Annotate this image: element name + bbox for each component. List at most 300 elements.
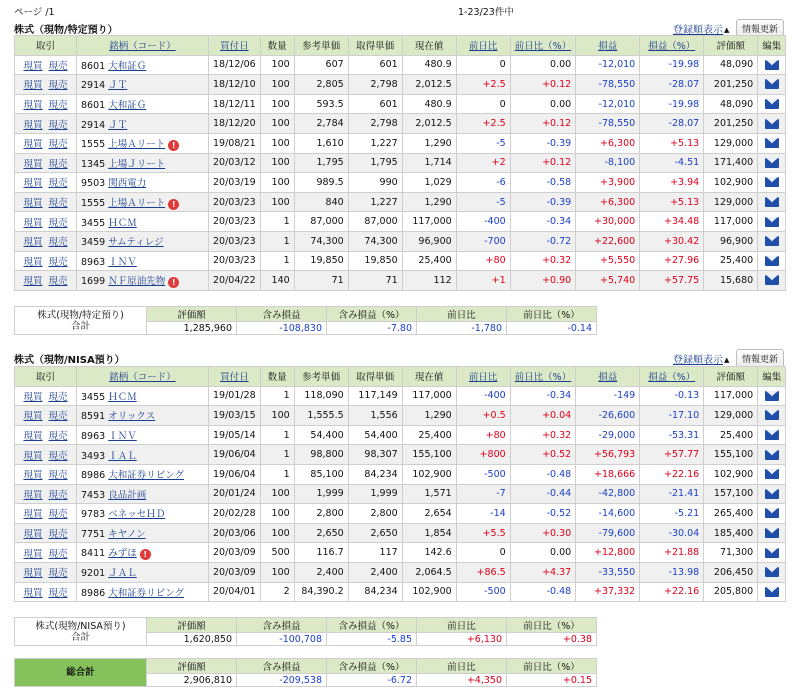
cell-date: 20/03/23: [209, 212, 261, 232]
cell-price: 480.9: [402, 94, 456, 114]
cell-price: 2,654: [402, 504, 456, 524]
sell-link[interactable]: 現売: [48, 100, 68, 112]
alert-icon[interactable]: !: [140, 549, 151, 560]
cell-value: 25,400: [704, 251, 758, 271]
cell-chg-pct: +0.52: [510, 445, 576, 465]
cell-ref: 1,610: [294, 133, 348, 153]
cell-pl-pct: +57.75: [640, 271, 704, 291]
sort-header-link[interactable]: 損益（%）: [648, 372, 696, 384]
summary-pl-pct: -7.80: [327, 322, 417, 335]
sell-link[interactable]: 現売: [48, 178, 68, 190]
sell-link[interactable]: 現売: [48, 450, 68, 462]
cell-price: 155,100: [402, 445, 456, 465]
sort-header-link[interactable]: 銘柄（コード）: [109, 41, 176, 53]
cell-chg: -400: [456, 386, 510, 406]
sort-up-icon: ▲: [724, 26, 730, 34]
sort-header-link[interactable]: 損益（%）: [648, 41, 696, 53]
trade-cell: [15, 94, 77, 114]
stock-name-link[interactable]: ベネッセＨＤ: [108, 509, 166, 521]
stock-code: 1345: [81, 158, 106, 170]
cell-cost: 74,300: [348, 231, 402, 251]
col-header-10: [640, 36, 704, 56]
cell-qty: 1: [260, 212, 294, 232]
stock-code: 8411: [81, 548, 106, 560]
col-header-0: [15, 36, 77, 56]
trade-cell: [15, 231, 77, 251]
sort-up-icon: ▲: [724, 356, 730, 364]
sort-header-link[interactable]: 銘柄（コード）: [109, 372, 176, 384]
mail-icon[interactable]: [765, 391, 779, 401]
sell-link[interactable]: 現売: [48, 60, 68, 72]
table-row: [15, 153, 786, 173]
edit-cell: [758, 425, 786, 445]
mail-icon[interactable]: [765, 508, 779, 518]
cell-pl: -29,000: [576, 425, 640, 445]
cell-chg: 0: [456, 55, 510, 75]
cell-date: 19/01/28: [209, 386, 261, 406]
cell-cost: 1,227: [348, 192, 402, 212]
cell-pl: +30,000: [576, 212, 640, 232]
col-header-6: [402, 36, 456, 56]
summary-label-line2: 合計: [70, 631, 90, 643]
cell-qty: 1: [260, 386, 294, 406]
trade-cell: [15, 406, 77, 426]
cell-pl: -78,550: [576, 75, 640, 95]
cell-pl-pct: +30.42: [640, 231, 704, 251]
cell-price: 96,900: [402, 231, 456, 251]
stock-cell: [77, 114, 209, 134]
col-header-2: [209, 367, 261, 387]
mail-icon[interactable]: [765, 548, 779, 558]
buy-link[interactable]: 現買: [23, 450, 43, 462]
sort-header-link[interactable]: 前日比（%）: [514, 372, 572, 384]
header-label: 現在値: [414, 41, 444, 53]
edit-cell: [758, 484, 786, 504]
table-row: [15, 55, 786, 75]
cell-chg-pct: +0.12: [510, 153, 576, 173]
trade-cell: [15, 192, 77, 212]
sort-header-link[interactable]: 買付日: [220, 372, 249, 384]
col-header-12: [758, 36, 786, 56]
order-link[interactable]: 登録順表示: [673, 25, 723, 36]
summary-label: [15, 307, 147, 335]
summary-value: 1,285,960: [147, 322, 237, 335]
table-row: [15, 464, 786, 484]
section-title-tokutei: 株式（現物/特定預り）: [14, 25, 118, 36]
edit-cell: [758, 464, 786, 484]
sell-link[interactable]: 現売: [48, 489, 68, 501]
cell-pl: -12,010: [576, 55, 640, 75]
sell-link[interactable]: 現売: [48, 237, 68, 249]
cell-value: 102,900: [704, 173, 758, 193]
sell-link[interactable]: 現売: [48, 139, 68, 151]
mail-icon[interactable]: [765, 217, 779, 227]
cell-pl: +5,550: [576, 251, 640, 271]
alert-icon[interactable]: !: [168, 277, 179, 288]
mail-icon[interactable]: [765, 236, 779, 246]
table-row: [15, 133, 786, 153]
cell-date: 20/04/22: [209, 271, 261, 291]
cell-value: 129,000: [704, 192, 758, 212]
grand-total-label: 総合計: [66, 667, 95, 678]
sort-header-link[interactable]: 損益: [598, 41, 618, 53]
cell-chg-pct: +0.04: [510, 406, 576, 426]
stock-cell: [77, 582, 209, 602]
stock-cell: [77, 464, 209, 484]
edit-cell: [758, 445, 786, 465]
cell-price: 2,012.5: [402, 114, 456, 134]
cell-date: 20/02/28: [209, 504, 261, 524]
summary-label: [15, 659, 147, 687]
alert-icon[interactable]: !: [168, 199, 179, 210]
stock-name-link[interactable]: ＩＮＶ: [108, 256, 137, 268]
table-row: [15, 582, 786, 602]
col-header-9: [576, 367, 640, 387]
cell-pl: -42,800: [576, 484, 640, 504]
cell-value: 48,090: [704, 94, 758, 114]
stock-code: 3455: [81, 217, 106, 229]
stock-code: 7751: [81, 529, 106, 541]
cell-ref: 989.5: [294, 173, 348, 193]
sell-link[interactable]: 現売: [48, 411, 68, 423]
sort-header-link[interactable]: 前日比: [468, 372, 498, 384]
table-row: [15, 543, 786, 563]
stock-name-link[interactable]: 良品計画: [108, 489, 147, 501]
stock-code: 8963: [81, 256, 106, 268]
table-row: [15, 231, 786, 251]
summary-header-1: 含み損益: [237, 618, 327, 633]
stock-cell: [77, 55, 209, 75]
cell-price: 480.9: [402, 55, 456, 75]
summary-chg-pct: +0.38: [507, 633, 597, 646]
mail-icon[interactable]: [765, 60, 779, 70]
sell-link[interactable]: 現売: [48, 119, 68, 131]
stock-name-link[interactable]: 上場Ａリート: [108, 197, 166, 209]
buy-link[interactable]: 現買: [23, 60, 43, 72]
cell-date: 18/12/06: [209, 55, 261, 75]
cell-ref: 116.7: [294, 543, 348, 563]
summary-header-4: 前日比（%）: [507, 307, 597, 322]
buy-link[interactable]: 現買: [23, 80, 43, 92]
mail-icon[interactable]: [765, 430, 779, 440]
buy-link[interactable]: 現買: [23, 431, 43, 443]
buy-link[interactable]: 現買: [23, 178, 43, 190]
stock-code: 8963: [81, 431, 106, 443]
refresh-button-nisa[interactable]: 情報更新: [736, 349, 784, 368]
cell-pl: +6,300: [576, 192, 640, 212]
mail-icon[interactable]: [765, 119, 779, 129]
sell-link[interactable]: 現売: [48, 470, 68, 482]
cell-qty: 100: [260, 504, 294, 524]
cell-pl-pct: +27.96: [640, 251, 704, 271]
header-label: 現在値: [414, 372, 444, 384]
trade-cell: [15, 562, 77, 582]
sell-link[interactable]: 現売: [48, 80, 68, 92]
mail-icon[interactable]: [765, 197, 779, 207]
stock-name-link[interactable]: サムティレジ: [108, 237, 164, 249]
cell-chg: +80: [456, 251, 510, 271]
trade-cell: [15, 582, 77, 602]
cell-pl: +6,300: [576, 133, 640, 153]
cell-chg-pct: -0.34: [510, 212, 576, 232]
cell-date: 19/08/21: [209, 133, 261, 153]
edit-cell: [758, 271, 786, 291]
buy-link[interactable]: 現買: [23, 119, 43, 131]
col-header-5: [348, 36, 402, 56]
buy-link[interactable]: 現買: [23, 198, 43, 210]
stock-name-link[interactable]: 関西電力: [108, 178, 147, 190]
edit-cell: [758, 251, 786, 271]
cell-cost: 2,798: [348, 114, 402, 134]
table-row: [15, 271, 786, 291]
cell-chg-pct: +0.12: [510, 75, 576, 95]
mail-icon[interactable]: [765, 567, 779, 577]
cell-date: 18/12/20: [209, 114, 261, 134]
trade-cell: [15, 212, 77, 232]
cell-chg-pct: +0.32: [510, 251, 576, 271]
stock-name-link[interactable]: 上場Ａリート: [108, 138, 166, 150]
summary-value: 1,620,850: [147, 633, 237, 646]
cell-pl-pct: -17.10: [640, 406, 704, 426]
stock-name-link[interactable]: オリックス: [108, 411, 156, 423]
stock-name-link[interactable]: ＨＣＭ: [108, 391, 137, 403]
cell-cost: 601: [348, 55, 402, 75]
table-row: [15, 114, 786, 134]
sell-link[interactable]: 現売: [48, 158, 68, 170]
cell-cost: 54,400: [348, 425, 402, 445]
mail-icon[interactable]: [765, 138, 779, 148]
sell-link[interactable]: 現売: [48, 391, 68, 403]
sell-link[interactable]: 現売: [48, 198, 68, 210]
cell-price: 1,290: [402, 192, 456, 212]
cell-ref: 607: [294, 55, 348, 75]
cell-pl-pct: -28.07: [640, 75, 704, 95]
cell-cost: 84,234: [348, 464, 402, 484]
cell-cost: 2,798: [348, 75, 402, 95]
cell-pl: -12,010: [576, 94, 640, 114]
trade-cell: [15, 173, 77, 193]
cell-qty: 100: [260, 133, 294, 153]
cell-qty: 1: [260, 425, 294, 445]
cell-price: 117,000: [402, 212, 456, 232]
refresh-button-tokutei[interactable]: 情報更新: [736, 19, 784, 38]
col-header-12: [758, 367, 786, 387]
order-toggle-tokutei[interactable]: [673, 21, 729, 36]
cell-chg: +1: [456, 271, 510, 291]
cell-pl-pct: -19.98: [640, 94, 704, 114]
mail-icon[interactable]: [765, 469, 779, 479]
mail-icon[interactable]: [765, 450, 779, 460]
stock-cell: [77, 406, 209, 426]
cell-cost: 2,800: [348, 504, 402, 524]
stock-name-link[interactable]: みずほ: [108, 548, 137, 560]
mail-icon[interactable]: [765, 587, 779, 597]
stock-name-link[interactable]: 大和証券リビング: [108, 587, 185, 599]
trade-cell: [15, 425, 77, 445]
cell-date: 18/12/10: [209, 75, 261, 95]
sell-link[interactable]: 現売: [48, 509, 68, 521]
cell-qty: 140: [260, 271, 294, 291]
buy-link[interactable]: 現買: [23, 568, 43, 580]
cell-chg: -400: [456, 212, 510, 232]
order-toggle-nisa[interactable]: [673, 351, 729, 366]
summary-header-2: 含み損益（%）: [327, 659, 417, 674]
cell-date: 19/06/04: [209, 464, 261, 484]
buy-link[interactable]: 現買: [23, 256, 43, 268]
sell-link[interactable]: 現売: [48, 276, 68, 288]
mail-icon[interactable]: [765, 79, 779, 89]
sell-link[interactable]: 現売: [48, 548, 68, 560]
cell-chg-pct: -0.72: [510, 231, 576, 251]
mail-icon[interactable]: [765, 489, 779, 499]
cell-cost: 117: [348, 543, 402, 563]
sell-link[interactable]: 現売: [48, 529, 68, 541]
stock-name-link[interactable]: ＩＮＶ: [108, 431, 137, 443]
cell-cost: 1,795: [348, 153, 402, 173]
sell-link[interactable]: 現売: [48, 587, 68, 599]
summary-chg-pct: +0.15: [507, 674, 597, 687]
header-label: 取引: [35, 372, 55, 384]
trade-cell: [15, 504, 77, 524]
cell-pl: -26,600: [576, 406, 640, 426]
cell-chg-pct: -0.58: [510, 173, 576, 193]
sort-header-link[interactable]: 損益: [598, 372, 618, 384]
summary-label: [15, 618, 147, 646]
cell-date: 20/03/23: [209, 251, 261, 271]
summary-chg: -1,780: [417, 322, 507, 335]
cell-pl: -78,550: [576, 114, 640, 134]
buy-link[interactable]: 現買: [23, 100, 43, 112]
mail-icon[interactable]: [765, 177, 779, 187]
cell-pl-pct: -30.04: [640, 523, 704, 543]
buy-link[interactable]: 現買: [23, 276, 43, 288]
sell-link[interactable]: 現売: [48, 431, 68, 443]
edit-cell: [758, 543, 786, 563]
stock-name-link[interactable]: 上場Ｊリート: [108, 158, 166, 170]
stock-name-link[interactable]: ＩＡＬ: [108, 450, 137, 462]
col-header-3: [260, 367, 294, 387]
cell-cost: 1,556: [348, 406, 402, 426]
edit-cell: [758, 75, 786, 95]
sell-link[interactable]: 現売: [48, 256, 68, 268]
buy-link[interactable]: 現買: [23, 391, 43, 403]
cell-pl-pct: +21.88: [640, 543, 704, 563]
buy-link[interactable]: 現買: [23, 217, 43, 229]
buy-link[interactable]: 現買: [23, 529, 43, 541]
cell-qty: 100: [260, 75, 294, 95]
buy-link[interactable]: 現買: [23, 548, 43, 560]
buy-link[interactable]: 現買: [23, 411, 43, 423]
stock-name-link[interactable]: 大和証Ｇ: [108, 60, 147, 72]
order-link[interactable]: 登録順表示: [673, 355, 723, 366]
sell-link[interactable]: 現売: [48, 217, 68, 229]
stock-name-link[interactable]: キヤノン: [108, 529, 146, 541]
mail-icon[interactable]: [765, 528, 779, 538]
trade-cell: [15, 153, 77, 173]
mail-icon[interactable]: [765, 99, 779, 109]
buy-link[interactable]: 現買: [23, 489, 43, 501]
cell-qty: 100: [260, 406, 294, 426]
cell-cost: 1,227: [348, 133, 402, 153]
header-label: 取得単価: [356, 372, 395, 384]
cell-price: 102,900: [402, 464, 456, 484]
cell-ref: 2,650: [294, 523, 348, 543]
cell-ref: 84,390.2: [294, 582, 348, 602]
stock-name-link[interactable]: ＪＴ: [108, 80, 128, 92]
sort-header-link[interactable]: 前日比: [468, 41, 498, 53]
cell-chg: -7: [456, 484, 510, 504]
mail-icon[interactable]: [765, 256, 779, 266]
mail-icon[interactable]: [765, 275, 779, 285]
stock-code: 8601: [81, 60, 106, 72]
cell-date: 20/03/09: [209, 562, 261, 582]
stock-name-link[interactable]: ＮＦ原油先物: [108, 275, 166, 287]
cell-date: 18/12/11: [209, 94, 261, 114]
trade-cell: [15, 133, 77, 153]
cell-pl-pct: -5.21: [640, 504, 704, 524]
trade-cell: [15, 543, 77, 563]
sell-link[interactable]: 現売: [48, 568, 68, 580]
stock-name-link[interactable]: ＪＡＬ: [108, 568, 137, 580]
col-header-11: [704, 367, 758, 387]
alert-icon[interactable]: !: [168, 140, 179, 151]
header-label: 参考単価: [302, 41, 341, 53]
sort-header-link[interactable]: 前日比（%）: [514, 41, 572, 53]
cell-pl-pct: -13.98: [640, 562, 704, 582]
stock-code: 8986: [81, 587, 106, 599]
buy-link[interactable]: 現買: [23, 237, 43, 249]
cell-ref: 87,000: [294, 212, 348, 232]
edit-cell: [758, 231, 786, 251]
cell-chg-pct: -0.44: [510, 484, 576, 504]
header-label: 数量: [267, 372, 287, 384]
mail-icon[interactable]: [765, 410, 779, 420]
col-header-8: [510, 36, 576, 56]
buy-link[interactable]: 現買: [23, 139, 43, 151]
stock-name-link[interactable]: 大和証Ｇ: [108, 100, 147, 112]
cell-chg-pct: -0.39: [510, 192, 576, 212]
cell-chg: -500: [456, 464, 510, 484]
cell-chg: -6: [456, 173, 510, 193]
cell-pl: +22,600: [576, 231, 640, 251]
stock-name-link[interactable]: ＪＴ: [108, 119, 128, 131]
buy-link[interactable]: 現買: [23, 470, 43, 482]
cell-ref: 118,090: [294, 386, 348, 406]
cell-chg: +2.5: [456, 114, 510, 134]
buy-link[interactable]: 現買: [23, 587, 43, 599]
sort-header-link[interactable]: 買付日: [220, 41, 249, 53]
header-label: 参考単価: [302, 372, 341, 384]
cell-qty: 100: [260, 94, 294, 114]
mail-icon[interactable]: [765, 158, 779, 168]
stock-code: 8591: [81, 411, 106, 423]
buy-link[interactable]: 現買: [23, 509, 43, 521]
cell-pl: -79,600: [576, 523, 640, 543]
edit-cell: [758, 562, 786, 582]
stock-name-link[interactable]: 大和証券リビング: [108, 470, 185, 482]
buy-link[interactable]: 現買: [23, 158, 43, 170]
summary-pl: -108,830: [237, 322, 327, 335]
stock-cell: [77, 75, 209, 95]
summary-header-0: 評価額: [147, 618, 237, 633]
stock-cell: [77, 153, 209, 173]
cell-date: 20/03/06: [209, 523, 261, 543]
cell-value: 155,100: [704, 445, 758, 465]
cell-cost: 1,999: [348, 484, 402, 504]
stock-name-link[interactable]: ＨＣＭ: [108, 217, 137, 229]
col-header-7: [456, 367, 510, 387]
cell-value: 96,900: [704, 231, 758, 251]
